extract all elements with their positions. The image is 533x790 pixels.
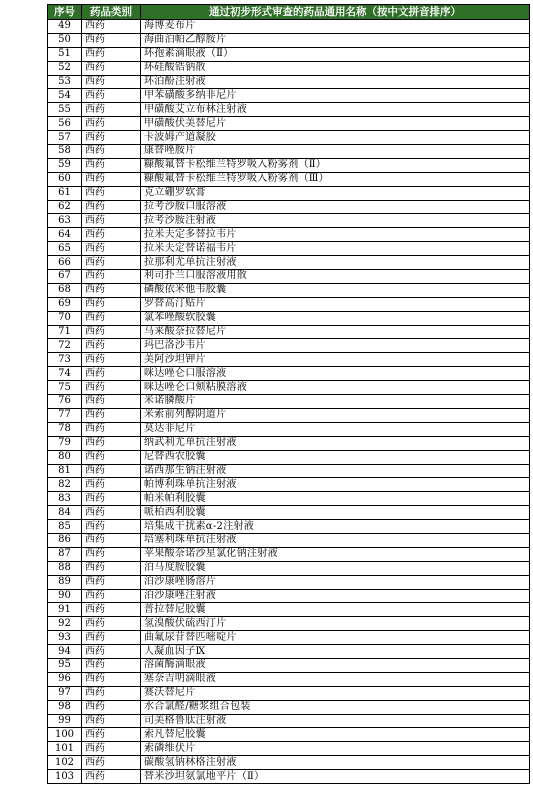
- table-row: [48, 47, 530, 61]
- row-drug-category: 西药: [82, 186, 141, 200]
- row-serial-number: 87: [48, 547, 82, 561]
- row-serial-number: 52: [48, 61, 82, 75]
- table-row: [48, 492, 530, 506]
- row-serial-number: 101: [48, 742, 82, 756]
- table-row: [48, 339, 530, 353]
- table-header: [48, 5, 530, 20]
- row-drug-name: 咪达唑仑口颊粘膜溶液: [141, 381, 530, 395]
- row-drug-category: 西药: [82, 631, 141, 645]
- row-drug-category: 西药: [82, 228, 141, 242]
- row-serial-number: 49: [48, 20, 82, 34]
- table-row: [48, 770, 530, 784]
- row-drug-category: 西药: [82, 658, 141, 672]
- row-serial-number: 63: [48, 214, 82, 228]
- table-row: [48, 256, 530, 270]
- row-drug-name: 咪达唑仑口服溶液: [141, 367, 530, 381]
- row-drug-category: 西药: [82, 20, 141, 34]
- row-drug-name: 普拉替尼胶囊: [141, 603, 530, 617]
- row-serial-number: 89: [48, 575, 82, 589]
- row-drug-category: 西药: [82, 325, 141, 339]
- table-row: [48, 145, 530, 159]
- row-serial-number: 64: [48, 228, 82, 242]
- row-drug-category: 西药: [82, 770, 141, 784]
- row-serial-number: 56: [48, 117, 82, 131]
- table-row: [48, 742, 530, 756]
- row-drug-name: 磷酸依米他韦胶囊: [141, 283, 530, 297]
- row-drug-name: 甲苯磺酸多纳非尼片: [141, 89, 530, 103]
- row-drug-category: 西药: [82, 408, 141, 422]
- table-row: [48, 283, 530, 297]
- drug-list-table: [47, 4, 530, 784]
- row-drug-name: 甲磺酸艾立布林注射液: [141, 103, 530, 117]
- row-drug-category: 西药: [82, 367, 141, 381]
- row-drug-category: 西药: [82, 450, 141, 464]
- table-row: [48, 75, 530, 89]
- row-drug-name: 索凡替尼胶囊: [141, 728, 530, 742]
- row-drug-name: 拉米夫定替诺福韦片: [141, 242, 530, 256]
- row-drug-name: 罗替高汀贴片: [141, 297, 530, 311]
- row-drug-category: 西药: [82, 520, 141, 534]
- table-row: [48, 61, 530, 75]
- table-row: [48, 311, 530, 325]
- row-drug-name: 拉米夫定多替拉韦片: [141, 228, 530, 242]
- row-drug-category: 西药: [82, 270, 141, 284]
- table-row: [48, 575, 530, 589]
- table-row: [48, 20, 530, 34]
- row-serial-number: 66: [48, 256, 82, 270]
- row-drug-category: 西药: [82, 131, 141, 145]
- row-drug-category: 西药: [82, 547, 141, 561]
- row-drug-name: 氢溴酸伏硫西汀片: [141, 617, 530, 631]
- row-serial-number: 97: [48, 686, 82, 700]
- row-drug-name: 糠酸氟替卡松维兰特罗吸入粉雾剂（Ⅱ）: [141, 158, 530, 172]
- row-serial-number: 83: [48, 492, 82, 506]
- row-drug-category: 西药: [82, 645, 141, 659]
- row-serial-number: 103: [48, 770, 82, 784]
- row-drug-category: 西药: [82, 117, 141, 131]
- row-drug-category: 西药: [82, 103, 141, 117]
- row-drug-category: 西药: [82, 561, 141, 575]
- table-row: [48, 533, 530, 547]
- table-row: [48, 589, 530, 603]
- table-row: [48, 728, 530, 742]
- row-serial-number: 86: [48, 533, 82, 547]
- row-serial-number: 98: [48, 700, 82, 714]
- row-drug-category: 西药: [82, 89, 141, 103]
- table-row: [48, 714, 530, 728]
- row-serial-number: 90: [48, 589, 82, 603]
- header-row: [48, 5, 530, 20]
- row-serial-number: 99: [48, 714, 82, 728]
- table-row: [48, 325, 530, 339]
- row-drug-name: 泊沙康唑注射液: [141, 589, 530, 603]
- row-drug-name: 糠酸氟替卡松维兰特罗吸入粉雾剂（Ⅲ）: [141, 172, 530, 186]
- row-serial-number: 100: [48, 728, 82, 742]
- table-row: [48, 33, 530, 47]
- row-drug-category: 西药: [82, 617, 141, 631]
- table-row: [48, 478, 530, 492]
- row-serial-number: 69: [48, 297, 82, 311]
- row-drug-category: 西药: [82, 436, 141, 450]
- row-drug-category: 西药: [82, 672, 141, 686]
- row-drug-name: 克立硼罗软膏: [141, 186, 530, 200]
- row-drug-name: 拉考沙胺注射液: [141, 214, 530, 228]
- row-drug-name: 泊马度胺胶囊: [141, 561, 530, 575]
- table-row: [48, 422, 530, 436]
- table-row: [48, 158, 530, 172]
- row-serial-number: 76: [48, 395, 82, 409]
- table-row: [48, 270, 530, 284]
- row-drug-name: 莫达非尼片: [141, 422, 530, 436]
- row-drug-category: 西药: [82, 47, 141, 61]
- table-row: [48, 242, 530, 256]
- table-row: [48, 686, 530, 700]
- row-drug-name: 玛巴洛沙韦片: [141, 339, 530, 353]
- row-drug-name: 美阿沙坦钾片: [141, 353, 530, 367]
- row-drug-category: 西药: [82, 728, 141, 742]
- table-row: [48, 603, 530, 617]
- table-row: [48, 117, 530, 131]
- row-serial-number: 82: [48, 478, 82, 492]
- row-serial-number: 62: [48, 200, 82, 214]
- table-row: [48, 547, 530, 561]
- row-drug-category: 西药: [82, 311, 141, 325]
- row-serial-number: 65: [48, 242, 82, 256]
- table-row: [48, 631, 530, 645]
- row-drug-category: 西药: [82, 742, 141, 756]
- table-row: [48, 450, 530, 464]
- row-drug-category: 西药: [82, 422, 141, 436]
- row-serial-number: 102: [48, 756, 82, 770]
- table-row: [48, 700, 530, 714]
- row-drug-name: 培塞利珠单抗注射液: [141, 533, 530, 547]
- table-row: [48, 367, 530, 381]
- row-drug-category: 西药: [82, 33, 141, 47]
- row-serial-number: 71: [48, 325, 82, 339]
- row-drug-name: 帕米帕利胶囊: [141, 492, 530, 506]
- row-drug-name: 曲氟尿苷替匹嘧啶片: [141, 631, 530, 645]
- row-serial-number: 93: [48, 631, 82, 645]
- row-drug-name: 拉考沙胺口服溶液: [141, 200, 530, 214]
- row-drug-name: 环孢素滴眼液（Ⅱ）: [141, 47, 530, 61]
- table-body: [48, 20, 530, 784]
- row-drug-category: 西药: [82, 686, 141, 700]
- table-row: [48, 672, 530, 686]
- row-drug-name: 培集成干扰素α-2注射液: [141, 520, 530, 534]
- row-serial-number: 88: [48, 561, 82, 575]
- row-serial-number: 85: [48, 520, 82, 534]
- header-drug-category: 药品类别: [82, 5, 141, 20]
- header-drug-generic-name: 通过初步形式审查的药品通用名称（按中文拼音排序）: [141, 5, 530, 20]
- row-drug-category: 西药: [82, 756, 141, 770]
- table-row: [48, 561, 530, 575]
- row-serial-number: 58: [48, 145, 82, 159]
- row-drug-category: 西药: [82, 395, 141, 409]
- row-serial-number: 53: [48, 75, 82, 89]
- table-row: [48, 408, 530, 422]
- row-serial-number: 80: [48, 450, 82, 464]
- table-row: [48, 381, 530, 395]
- row-drug-category: 西药: [82, 575, 141, 589]
- row-drug-name: 米诺膦酸片: [141, 395, 530, 409]
- row-drug-category: 西药: [82, 478, 141, 492]
- header-serial-number: 序号: [48, 5, 82, 20]
- row-drug-category: 西药: [82, 61, 141, 75]
- row-drug-category: 西药: [82, 145, 141, 159]
- table-row: [48, 464, 530, 478]
- row-serial-number: 59: [48, 158, 82, 172]
- table-row: [48, 520, 530, 534]
- row-drug-name: 索磷维伏片: [141, 742, 530, 756]
- row-serial-number: 68: [48, 283, 82, 297]
- table-row: [48, 395, 530, 409]
- row-drug-name: 利司扑兰口服溶液用散: [141, 270, 530, 284]
- row-drug-category: 西药: [82, 589, 141, 603]
- table-row: [48, 131, 530, 145]
- table-row: [48, 436, 530, 450]
- row-drug-name: 拉那利尤单抗注射液: [141, 256, 530, 270]
- row-drug-name: 水合氯醛/糖浆组合包装: [141, 700, 530, 714]
- row-drug-name: 米索前列醇阴道片: [141, 408, 530, 422]
- table-row: [48, 186, 530, 200]
- table-row: [48, 756, 530, 770]
- row-drug-category: 西药: [82, 242, 141, 256]
- row-drug-name: 卡波姆产道凝胶: [141, 131, 530, 145]
- row-drug-category: 西药: [82, 256, 141, 270]
- table-row: [48, 353, 530, 367]
- row-drug-name: 碳酸氢钠林格注射液: [141, 756, 530, 770]
- row-serial-number: 70: [48, 311, 82, 325]
- row-serial-number: 61: [48, 186, 82, 200]
- table-row: [48, 172, 530, 186]
- table-row: [48, 103, 530, 117]
- row-drug-name: 环硅酸锆钠散: [141, 61, 530, 75]
- row-serial-number: 67: [48, 270, 82, 284]
- row-drug-name: 塞奈吉明滴眼液: [141, 672, 530, 686]
- table-row: [48, 658, 530, 672]
- row-serial-number: 51: [48, 47, 82, 61]
- row-drug-name: 氯苯唑酸软胶囊: [141, 311, 530, 325]
- row-serial-number: 60: [48, 172, 82, 186]
- row-serial-number: 78: [48, 422, 82, 436]
- row-drug-name: 甲磺酸伏美替尼片: [141, 117, 530, 131]
- row-drug-category: 西药: [82, 339, 141, 353]
- row-serial-number: 73: [48, 353, 82, 367]
- table-row: [48, 506, 530, 520]
- row-drug-category: 西药: [82, 75, 141, 89]
- row-serial-number: 75: [48, 381, 82, 395]
- row-drug-name: 纳武利尤单抗注射液: [141, 436, 530, 450]
- table-row: [48, 297, 530, 311]
- row-drug-name: 帕博利珠单抗注射液: [141, 478, 530, 492]
- row-drug-name: 替米沙坦氨氯地平片（Ⅱ）: [141, 770, 530, 784]
- row-serial-number: 81: [48, 464, 82, 478]
- row-serial-number: 54: [48, 89, 82, 103]
- row-drug-category: 西药: [82, 200, 141, 214]
- row-drug-name: 海曲泊帕乙醇胺片: [141, 33, 530, 47]
- row-serial-number: 91: [48, 603, 82, 617]
- row-serial-number: 72: [48, 339, 82, 353]
- row-drug-category: 西药: [82, 492, 141, 506]
- table-row: [48, 89, 530, 103]
- row-drug-category: 西药: [82, 603, 141, 617]
- row-serial-number: 92: [48, 617, 82, 631]
- row-serial-number: 55: [48, 103, 82, 117]
- table-row: [48, 617, 530, 631]
- row-serial-number: 84: [48, 506, 82, 520]
- row-drug-category: 西药: [82, 353, 141, 367]
- table-row: [48, 228, 530, 242]
- row-drug-name: 溶菌酶滴眼液: [141, 658, 530, 672]
- row-drug-category: 西药: [82, 381, 141, 395]
- row-drug-category: 西药: [82, 533, 141, 547]
- row-drug-category: 西药: [82, 172, 141, 186]
- table-row: [48, 200, 530, 214]
- row-drug-category: 西药: [82, 283, 141, 297]
- row-serial-number: 79: [48, 436, 82, 450]
- row-drug-category: 西药: [82, 158, 141, 172]
- row-drug-category: 西药: [82, 214, 141, 228]
- row-drug-category: 西药: [82, 297, 141, 311]
- row-drug-name: 尼替西农胶囊: [141, 450, 530, 464]
- row-drug-name: 康替唑胺片: [141, 145, 530, 159]
- row-serial-number: 74: [48, 367, 82, 381]
- row-drug-name: 人凝血因子Ⅸ: [141, 645, 530, 659]
- row-serial-number: 95: [48, 658, 82, 672]
- row-drug-category: 西药: [82, 464, 141, 478]
- row-serial-number: 96: [48, 672, 82, 686]
- table-row: [48, 645, 530, 659]
- row-serial-number: 77: [48, 408, 82, 422]
- row-drug-name: 赛沃替尼片: [141, 686, 530, 700]
- row-drug-name: 哌柏西利胶囊: [141, 506, 530, 520]
- row-drug-name: 马来酸奈拉替尼片: [141, 325, 530, 339]
- row-drug-name: 苹果酸奈诺沙星氯化钠注射液: [141, 547, 530, 561]
- row-drug-category: 西药: [82, 714, 141, 728]
- row-serial-number: 94: [48, 645, 82, 659]
- row-drug-name: 泊沙康唑肠溶片: [141, 575, 530, 589]
- row-drug-category: 西药: [82, 506, 141, 520]
- row-drug-name: 海博麦布片: [141, 20, 530, 34]
- row-serial-number: 50: [48, 33, 82, 47]
- row-drug-name: 诺西那生钠注射液: [141, 464, 530, 478]
- row-drug-name: 司美格鲁肽注射液: [141, 714, 530, 728]
- table-row: [48, 214, 530, 228]
- row-drug-category: 西药: [82, 700, 141, 714]
- row-drug-name: 环泊酚注射液: [141, 75, 530, 89]
- row-serial-number: 57: [48, 131, 82, 145]
